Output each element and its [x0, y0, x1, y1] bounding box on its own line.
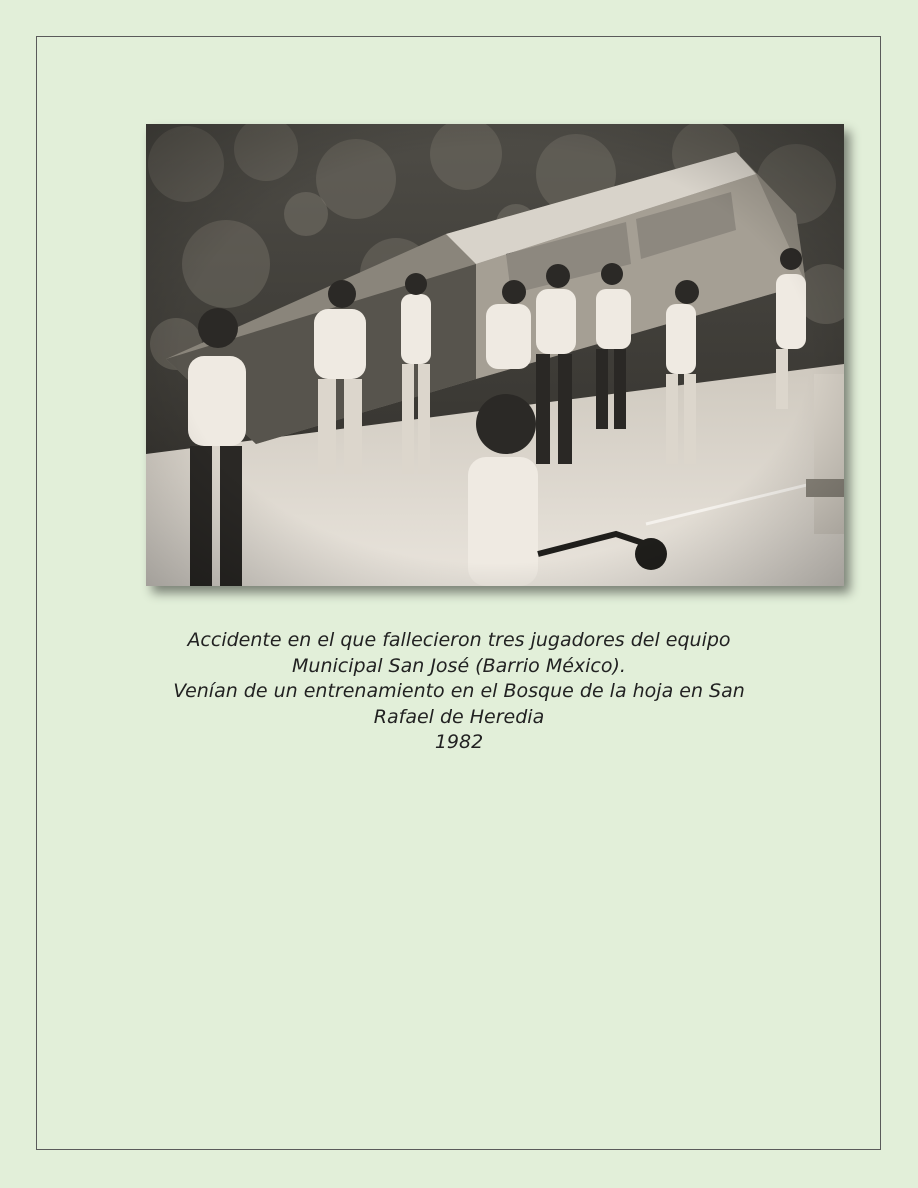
caption-line-3: Venían de un entrenamiento en el Bosque de la hoja en San	[173, 680, 745, 702]
caption-year: 1982	[434, 731, 484, 753]
photo-illustration	[146, 124, 844, 586]
caption-line-1: Accidente en el que fallecieron tres jugadores del equipo	[187, 629, 731, 651]
caption-line-4: Rafael de Heredia	[373, 705, 545, 728]
historical-photo	[146, 124, 844, 586]
photo-caption	[120, 628, 798, 756]
caption-line-2: Municipal San José (Barrio México).	[292, 654, 626, 677]
